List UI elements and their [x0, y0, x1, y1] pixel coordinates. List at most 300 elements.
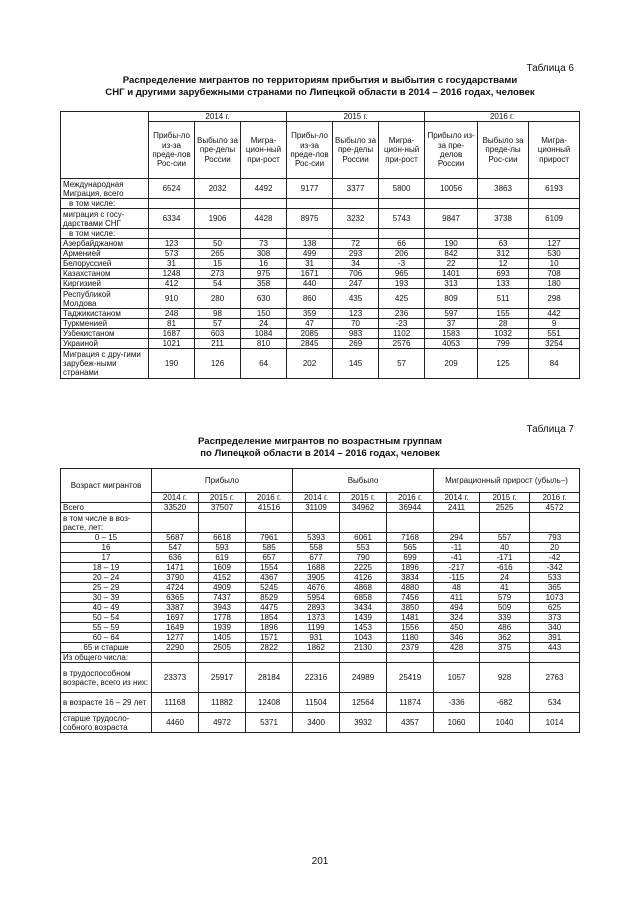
table-cell: 4909 [199, 583, 246, 593]
table-cell: 1014 [530, 713, 580, 733]
table-cell: 247 [333, 279, 379, 289]
row-label: Украиной [61, 339, 149, 349]
table-cell: 57 [379, 349, 425, 379]
table-cell: 4880 [387, 583, 434, 593]
table-cell [480, 513, 530, 533]
table-cell: 37 [425, 319, 478, 329]
table-cell: 340 [530, 623, 580, 633]
table-cell: 4868 [340, 583, 387, 593]
table-row [61, 339, 580, 349]
table-cell: 365 [530, 583, 580, 593]
table6-subheader: Выбыло за преде-лы Рос-сии [478, 122, 529, 179]
table-cell [152, 653, 199, 663]
table-cell: 37507 [199, 503, 246, 513]
table-row [61, 653, 580, 663]
table-cell: 790 [340, 553, 387, 563]
table-cell: 123 [149, 239, 195, 249]
table-cell: 7961 [246, 533, 293, 543]
row-label: в том числе: [61, 199, 149, 209]
table-cell: 2525 [480, 503, 530, 513]
table-cell: 3387 [152, 603, 199, 613]
table-cell: 3377 [333, 179, 379, 199]
table-cell: 1862 [293, 643, 340, 653]
table-cell: 1697 [152, 613, 199, 623]
table-cell: 150 [241, 309, 287, 319]
table-cell: 509 [480, 603, 530, 613]
table-cell [340, 513, 387, 533]
table-cell [387, 653, 434, 663]
row-label: Арменией [61, 249, 149, 259]
table6-title-line1: Распределение мигрантов по территориям прибытия и выбытия с государствами [122, 75, 518, 86]
table-cell: 411 [434, 593, 480, 603]
table-cell: 1021 [149, 339, 195, 349]
table-cell [287, 199, 333, 209]
table-cell: 312 [478, 249, 529, 259]
table-cell [478, 229, 529, 239]
table-cell: 677 [293, 553, 340, 563]
row-label: в возрасте 16 – 29 лет [61, 693, 152, 713]
table-cell: 2845 [287, 339, 333, 349]
table6-subheader: Мигра-цион-ный при-рост [379, 122, 425, 179]
table-cell: -342 [530, 563, 580, 573]
table-cell: 31 [287, 259, 333, 269]
table-row [61, 319, 580, 329]
row-label: Киргизией [61, 279, 149, 289]
table-cell: 47 [287, 319, 333, 329]
table-cell: 928 [480, 663, 530, 693]
table-cell: 425 [379, 289, 425, 309]
table-cell: 585 [246, 543, 293, 553]
table-cell: 127 [529, 239, 580, 249]
table-cell: 630 [241, 289, 287, 309]
table-cell: 1032 [478, 329, 529, 339]
row-label: 17 [61, 553, 152, 563]
table-cell: 41 [480, 583, 530, 593]
table-cell: 1040 [480, 713, 530, 733]
table-cell: 133 [478, 279, 529, 289]
table-cell: 2225 [340, 563, 387, 573]
table-cell [241, 199, 287, 209]
table-cell: 793 [530, 533, 580, 543]
table-cell: 5800 [379, 179, 425, 199]
table-cell: 5954 [293, 593, 340, 603]
table-cell: -115 [434, 573, 480, 583]
table7-year-header: 2014 г. [434, 493, 480, 503]
table-row [61, 349, 580, 379]
table-cell: 619 [199, 553, 246, 563]
table7-body [61, 503, 580, 733]
table-cell [387, 513, 434, 533]
table-cell: 1649 [152, 623, 199, 633]
table-cell: 412 [149, 279, 195, 289]
row-label: Республикой Молдова [61, 289, 149, 309]
table-cell: 25917 [199, 663, 246, 693]
table-cell: 50 [195, 239, 241, 249]
table6-subheader: Прибыло из-за пре-делов России [425, 122, 478, 179]
table-cell: 6061 [340, 533, 387, 543]
table7-year-header: 2015 г. [480, 493, 530, 503]
table-cell: 810 [241, 339, 287, 349]
row-label: Из общего числа: [61, 653, 152, 663]
table-cell: 593 [199, 543, 246, 553]
table-cell: -42 [530, 553, 580, 563]
table-cell: 293 [333, 249, 379, 259]
table-cell: 265 [195, 249, 241, 259]
table-cell: 1277 [152, 633, 199, 643]
table-row [61, 713, 580, 733]
table-row [61, 663, 580, 693]
table-cell: -336 [434, 693, 480, 713]
table-cell: 22316 [293, 663, 340, 693]
table-row [61, 623, 580, 633]
table-cell: 24 [241, 319, 287, 329]
table-cell: 4572 [530, 503, 580, 513]
table-cell [434, 653, 480, 663]
table-cell [529, 229, 580, 239]
table-cell [530, 513, 580, 533]
table-cell: 4126 [340, 573, 387, 583]
table-row [61, 543, 580, 553]
table-cell: 4475 [246, 603, 293, 613]
table-cell [333, 199, 379, 209]
table-row [61, 693, 580, 713]
table-cell: 63 [478, 239, 529, 249]
table-cell: 2822 [246, 643, 293, 653]
table6-label: Таблица 6 [526, 63, 574, 74]
table-cell [199, 513, 246, 533]
row-label: Миграция с дру-гими зарубеж-ными странами [61, 349, 149, 379]
table-cell: 1906 [195, 209, 241, 229]
table-cell [425, 229, 478, 239]
table-cell: 3905 [293, 573, 340, 583]
table-cell: 36944 [387, 503, 434, 513]
table-cell: 1405 [199, 633, 246, 643]
table-cell: 965 [379, 269, 425, 279]
row-label: Узбекистаном [61, 329, 149, 339]
table-cell: 12 [478, 259, 529, 269]
table-row [61, 583, 580, 593]
table-cell: 699 [387, 553, 434, 563]
table-cell: -41 [434, 553, 480, 563]
table-cell: 3254 [529, 339, 580, 349]
row-label: в том числе: [61, 229, 149, 239]
table-row [61, 593, 580, 603]
table-cell: 10056 [425, 179, 478, 199]
table6-subheader: Мигра-цион-ный при-рост [241, 122, 287, 179]
table-cell: 4053 [425, 339, 478, 349]
table-cell: 4460 [152, 713, 199, 733]
table-cell: 1854 [246, 613, 293, 623]
table-cell: 4972 [199, 713, 246, 733]
table-cell: 442 [529, 309, 580, 319]
row-label: миграция с госу-дарствами СНГ [61, 209, 149, 229]
table-cell: 190 [149, 349, 195, 379]
table-cell: 5687 [152, 533, 199, 543]
table-cell: 2085 [287, 329, 333, 339]
table-cell: 2505 [199, 643, 246, 653]
table6 [60, 111, 580, 379]
table-cell: 1481 [387, 613, 434, 623]
table-row [61, 289, 580, 309]
table-cell: 206 [379, 249, 425, 259]
table-cell: 6524 [149, 179, 195, 199]
table-cell: 20 [530, 543, 580, 553]
table-cell: 428 [434, 643, 480, 653]
table-cell: -682 [480, 693, 530, 713]
table-cell: 22 [425, 259, 478, 269]
table-row [61, 329, 580, 339]
table-cell [480, 653, 530, 663]
table7-title-line2: по Липецкой области в 2014 – 2016 годах, человек [200, 448, 440, 459]
table-cell: 31 [149, 259, 195, 269]
table-cell: 1102 [379, 329, 425, 339]
table-row [61, 239, 580, 249]
row-label: Таджикистаном [61, 309, 149, 319]
table-cell [293, 513, 340, 533]
table-cell: 28184 [246, 663, 293, 693]
table-cell: 2130 [340, 643, 387, 653]
table-cell: 983 [333, 329, 379, 339]
table7-year-header: 2016 г. [387, 493, 434, 503]
table-cell: 499 [287, 249, 333, 259]
table-cell: 558 [293, 543, 340, 553]
table-cell: 273 [195, 269, 241, 279]
table-cell: 1180 [387, 633, 434, 643]
table-cell: 3434 [340, 603, 387, 613]
table-cell: 842 [425, 249, 478, 259]
table-cell: 236 [379, 309, 425, 319]
table-cell: 8529 [246, 593, 293, 603]
table-cell: 8975 [287, 209, 333, 229]
table-cell: 155 [478, 309, 529, 319]
table-cell: 1373 [293, 613, 340, 623]
table-cell: 2290 [152, 643, 199, 653]
table6-year-2014: 2014 г. [149, 112, 287, 122]
table-row [61, 309, 580, 319]
table-cell: 975 [241, 269, 287, 279]
table-cell: 125 [478, 349, 529, 379]
row-label: 55 – 59 [61, 623, 152, 633]
table-cell: 557 [480, 533, 530, 543]
table-cell: 636 [152, 553, 199, 563]
table-cell: 443 [530, 643, 580, 653]
table-cell: 1556 [387, 623, 434, 633]
table-cell: 373 [530, 613, 580, 623]
table-cell: 12408 [246, 693, 293, 713]
table-cell: 1583 [425, 329, 478, 339]
table-cell: 1896 [246, 623, 293, 633]
table7-year-header: 2016 г. [246, 493, 293, 503]
table-row [61, 269, 580, 279]
table-cell: 1073 [530, 593, 580, 603]
table-cell: 3790 [152, 573, 199, 583]
table-cell: 23373 [152, 663, 199, 693]
table-row [61, 209, 580, 229]
table-cell [287, 229, 333, 239]
table6-title-line2: СНГ и другими зарубежными странами по Липецкой области в 2014 – 2016 годах, человек [105, 87, 535, 98]
table-cell: 211 [195, 339, 241, 349]
table-row [61, 503, 580, 513]
table-cell [529, 199, 580, 209]
table-cell: 202 [287, 349, 333, 379]
row-label: Всего [61, 503, 152, 513]
table-cell: 190 [425, 239, 478, 249]
table-cell: 98 [195, 309, 241, 319]
row-label: Азербайджаном [61, 239, 149, 249]
table-cell: 1439 [340, 613, 387, 623]
table-cell: 551 [529, 329, 580, 339]
table7-title [60, 436, 580, 460]
table-cell: 1571 [246, 633, 293, 643]
table-cell: 3943 [199, 603, 246, 613]
row-label: 0 – 15 [61, 533, 152, 543]
table-cell: 1453 [340, 623, 387, 633]
table-cell: 11168 [152, 693, 199, 713]
table-cell: 6618 [199, 533, 246, 543]
table-cell: 435 [333, 289, 379, 309]
table-cell [478, 199, 529, 209]
table-cell: 5743 [379, 209, 425, 229]
table-cell: 573 [149, 249, 195, 259]
table-cell: 597 [425, 309, 478, 319]
table-cell: 123 [333, 309, 379, 319]
table6-year-2015: 2015 г. [287, 112, 425, 122]
row-label: Туркменией [61, 319, 149, 329]
table-cell: 494 [434, 603, 480, 613]
table-cell: 2032 [195, 179, 241, 199]
table-row [61, 553, 580, 563]
table-cell: 375 [480, 643, 530, 653]
table-cell [199, 653, 246, 663]
table-cell: 450 [434, 623, 480, 633]
table-cell: 12564 [340, 693, 387, 713]
table-cell: 339 [480, 613, 530, 623]
table-cell: 1939 [199, 623, 246, 633]
table-cell: 1687 [149, 329, 195, 339]
table-cell: 533 [530, 573, 580, 583]
table-cell: 24989 [340, 663, 387, 693]
table-cell: 269 [333, 339, 379, 349]
table-row [61, 179, 580, 199]
table-cell [425, 199, 478, 209]
table-cell: 298 [529, 289, 580, 309]
table-cell: 4367 [246, 573, 293, 583]
table-cell [434, 513, 480, 533]
table-cell: 138 [287, 239, 333, 249]
table-cell: 66 [379, 239, 425, 249]
table-cell: -3 [379, 259, 425, 269]
table-cell: 1401 [425, 269, 478, 279]
table-cell: 1199 [293, 623, 340, 633]
table6-subheader: Прибы-ло из-за преде-лов Рос-сии [287, 122, 333, 179]
table-cell: 910 [149, 289, 195, 309]
table-cell: 11504 [293, 693, 340, 713]
row-label: 40 – 49 [61, 603, 152, 613]
table7-group-arrived: Прибыло [152, 469, 293, 493]
table-cell: 1471 [152, 563, 199, 573]
table-cell: 706 [333, 269, 379, 279]
row-label: 65 и старше [61, 643, 152, 653]
table-cell: 346 [434, 633, 480, 643]
table-cell: 33520 [152, 503, 199, 513]
table-cell: 2763 [530, 663, 580, 693]
table-cell: 3834 [387, 573, 434, 583]
table-cell: 34 [333, 259, 379, 269]
table-cell: 1896 [387, 563, 434, 573]
table-row [61, 613, 580, 623]
table-cell: 9177 [287, 179, 333, 199]
table-cell: 4676 [293, 583, 340, 593]
table-cell: 209 [425, 349, 478, 379]
table-cell: 126 [195, 349, 241, 379]
table-cell: 799 [478, 339, 529, 349]
table-cell: 1609 [199, 563, 246, 573]
table-cell: -23 [379, 319, 425, 329]
table-cell: 11874 [387, 693, 434, 713]
table-row [61, 199, 580, 209]
table-cell: 9847 [425, 209, 478, 229]
table-cell: 931 [293, 633, 340, 643]
row-label: 25 – 29 [61, 583, 152, 593]
table-cell: 2893 [293, 603, 340, 613]
table-cell: 809 [425, 289, 478, 309]
table-cell: 57 [195, 319, 241, 329]
table-cell: 84 [529, 349, 580, 379]
table7-year-header: 2014 г. [293, 493, 340, 503]
table6-subheader: Прибы-ло из-за преде-лов Рос-сии [149, 122, 195, 179]
table-cell: 15 [195, 259, 241, 269]
table-cell: 4724 [152, 583, 199, 593]
page-number: 201 [311, 856, 329, 867]
table-row [61, 229, 580, 239]
table-cell: 41516 [246, 503, 293, 513]
table-cell: 5393 [293, 533, 340, 543]
table-cell: 358 [241, 279, 287, 289]
table-cell: -171 [480, 553, 530, 563]
table-cell: 440 [287, 279, 333, 289]
table6-subheader: Выбыло за пре-делы России [333, 122, 379, 179]
table-cell [195, 199, 241, 209]
table-cell [293, 653, 340, 663]
table-cell: 25419 [387, 663, 434, 693]
table-cell [340, 653, 387, 663]
table-cell: 2379 [387, 643, 434, 653]
table-cell: 7456 [387, 593, 434, 603]
table-cell: 6858 [340, 593, 387, 603]
table-cell: 362 [480, 633, 530, 643]
table7 [60, 468, 580, 733]
table-cell: 1057 [434, 663, 480, 693]
table-cell: 24 [480, 573, 530, 583]
table-cell: 2411 [434, 503, 480, 513]
table-cell: 1688 [293, 563, 340, 573]
table-cell: 308 [241, 249, 287, 259]
table-row [61, 513, 580, 533]
table-cell: 9 [529, 319, 580, 329]
table-cell: 11882 [199, 693, 246, 713]
table7-year-header: 2016 г. [530, 493, 580, 503]
table-cell: 7437 [199, 593, 246, 603]
table-cell: 708 [529, 269, 580, 279]
table-cell: 3863 [478, 179, 529, 199]
table-cell: 486 [480, 623, 530, 633]
table-cell: 145 [333, 349, 379, 379]
row-label: Казахстаном [61, 269, 149, 279]
table-cell [195, 229, 241, 239]
table-cell: 73 [241, 239, 287, 249]
table-row [61, 643, 580, 653]
table7-group-growth: Миграционный прирост (убыль–) [434, 469, 580, 493]
